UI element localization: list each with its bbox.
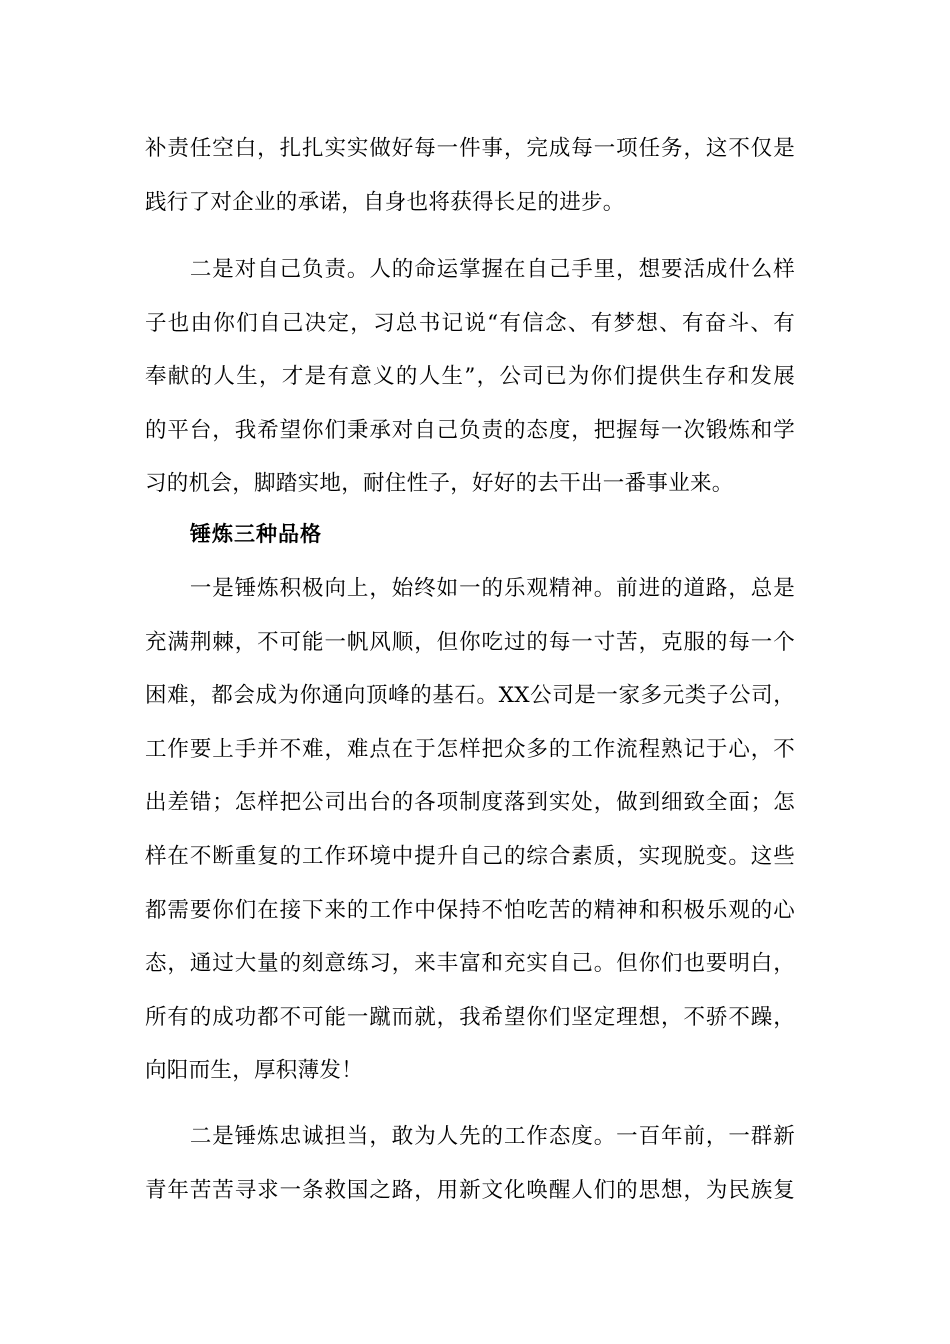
paragraph-continuation (145, 122, 795, 229)
text-line: 二是对自己负责。人的命运掌握在自己手里，想要活成什么样 (145, 257, 795, 282)
text-line: 工作要上手并不难，难点在于怎样把众多的工作流程熟记于心，不 (145, 736, 795, 762)
paragraph-self-responsibility (145, 243, 795, 511)
text-line: 充满荆棘，不可能一帆风顺，但你吃过的每一寸苦，克服的每一个 (145, 629, 795, 655)
text-line: 向阳而生，厚积薄发！ (145, 1058, 364, 1084)
text-line: 践行了对企业的承诺，自身也将获得长足的进步。 (145, 189, 625, 215)
text-line: 态，通过大量的刻意练习，来丰富和充实自己。但你们也要明白， (145, 951, 795, 977)
text-line: 补责任空白，扎扎实实做好每一件事，完成每一项任务，这不仅是 (145, 136, 795, 161)
text-line: 习的机会，脚踏实地，耐住性子，好好的去干出一番事业来。 (145, 471, 734, 497)
text-line: 奉献的人生，才是有意义的人生”，公司已为你们提供生存和发展 (145, 364, 795, 390)
text-line: 样在不断重复的工作环境中提升自己的综合素质，实现脱变。这些 (145, 843, 795, 869)
text-line: 青年苦苦寻求一条救国之路，用新文化唤醒人们的思想，为民族复 (145, 1177, 795, 1203)
text-line: 二是锤炼忠诚担当，敢为人先的工作态度。一百年前，一群新 (145, 1124, 795, 1149)
paragraph-loyalty (145, 1110, 795, 1217)
text-line: 都需要你们在接下来的工作中保持不怕吃苦的精神和积极乐观的心 (145, 897, 795, 923)
text-line: 的平台，我希望你们秉承对自己负责的态度，把握每一次锻炼和学 (145, 417, 795, 443)
text-line: 一是锤炼积极向上，始终如一的乐观精神。前进的道路，总是 (145, 576, 795, 601)
text-line: 出差错；怎样把公司出台的各项制度落到实处，做到细致全面；怎 (145, 790, 795, 816)
text-line: 所有的成功都不可能一蹴而就，我希望你们坚定理想，不骄不躁， (145, 1004, 795, 1030)
paragraph-optimism (145, 562, 795, 1098)
section-heading: 锤炼三种品格 (190, 522, 322, 546)
text-line: 子也由你们自己决定，习总书记说“有信念、有梦想、有奋斗、有 (145, 310, 795, 336)
text-line: 困难，都会成为你通向顶峰的基石。XX公司是一家多元类子公司， (145, 683, 795, 709)
